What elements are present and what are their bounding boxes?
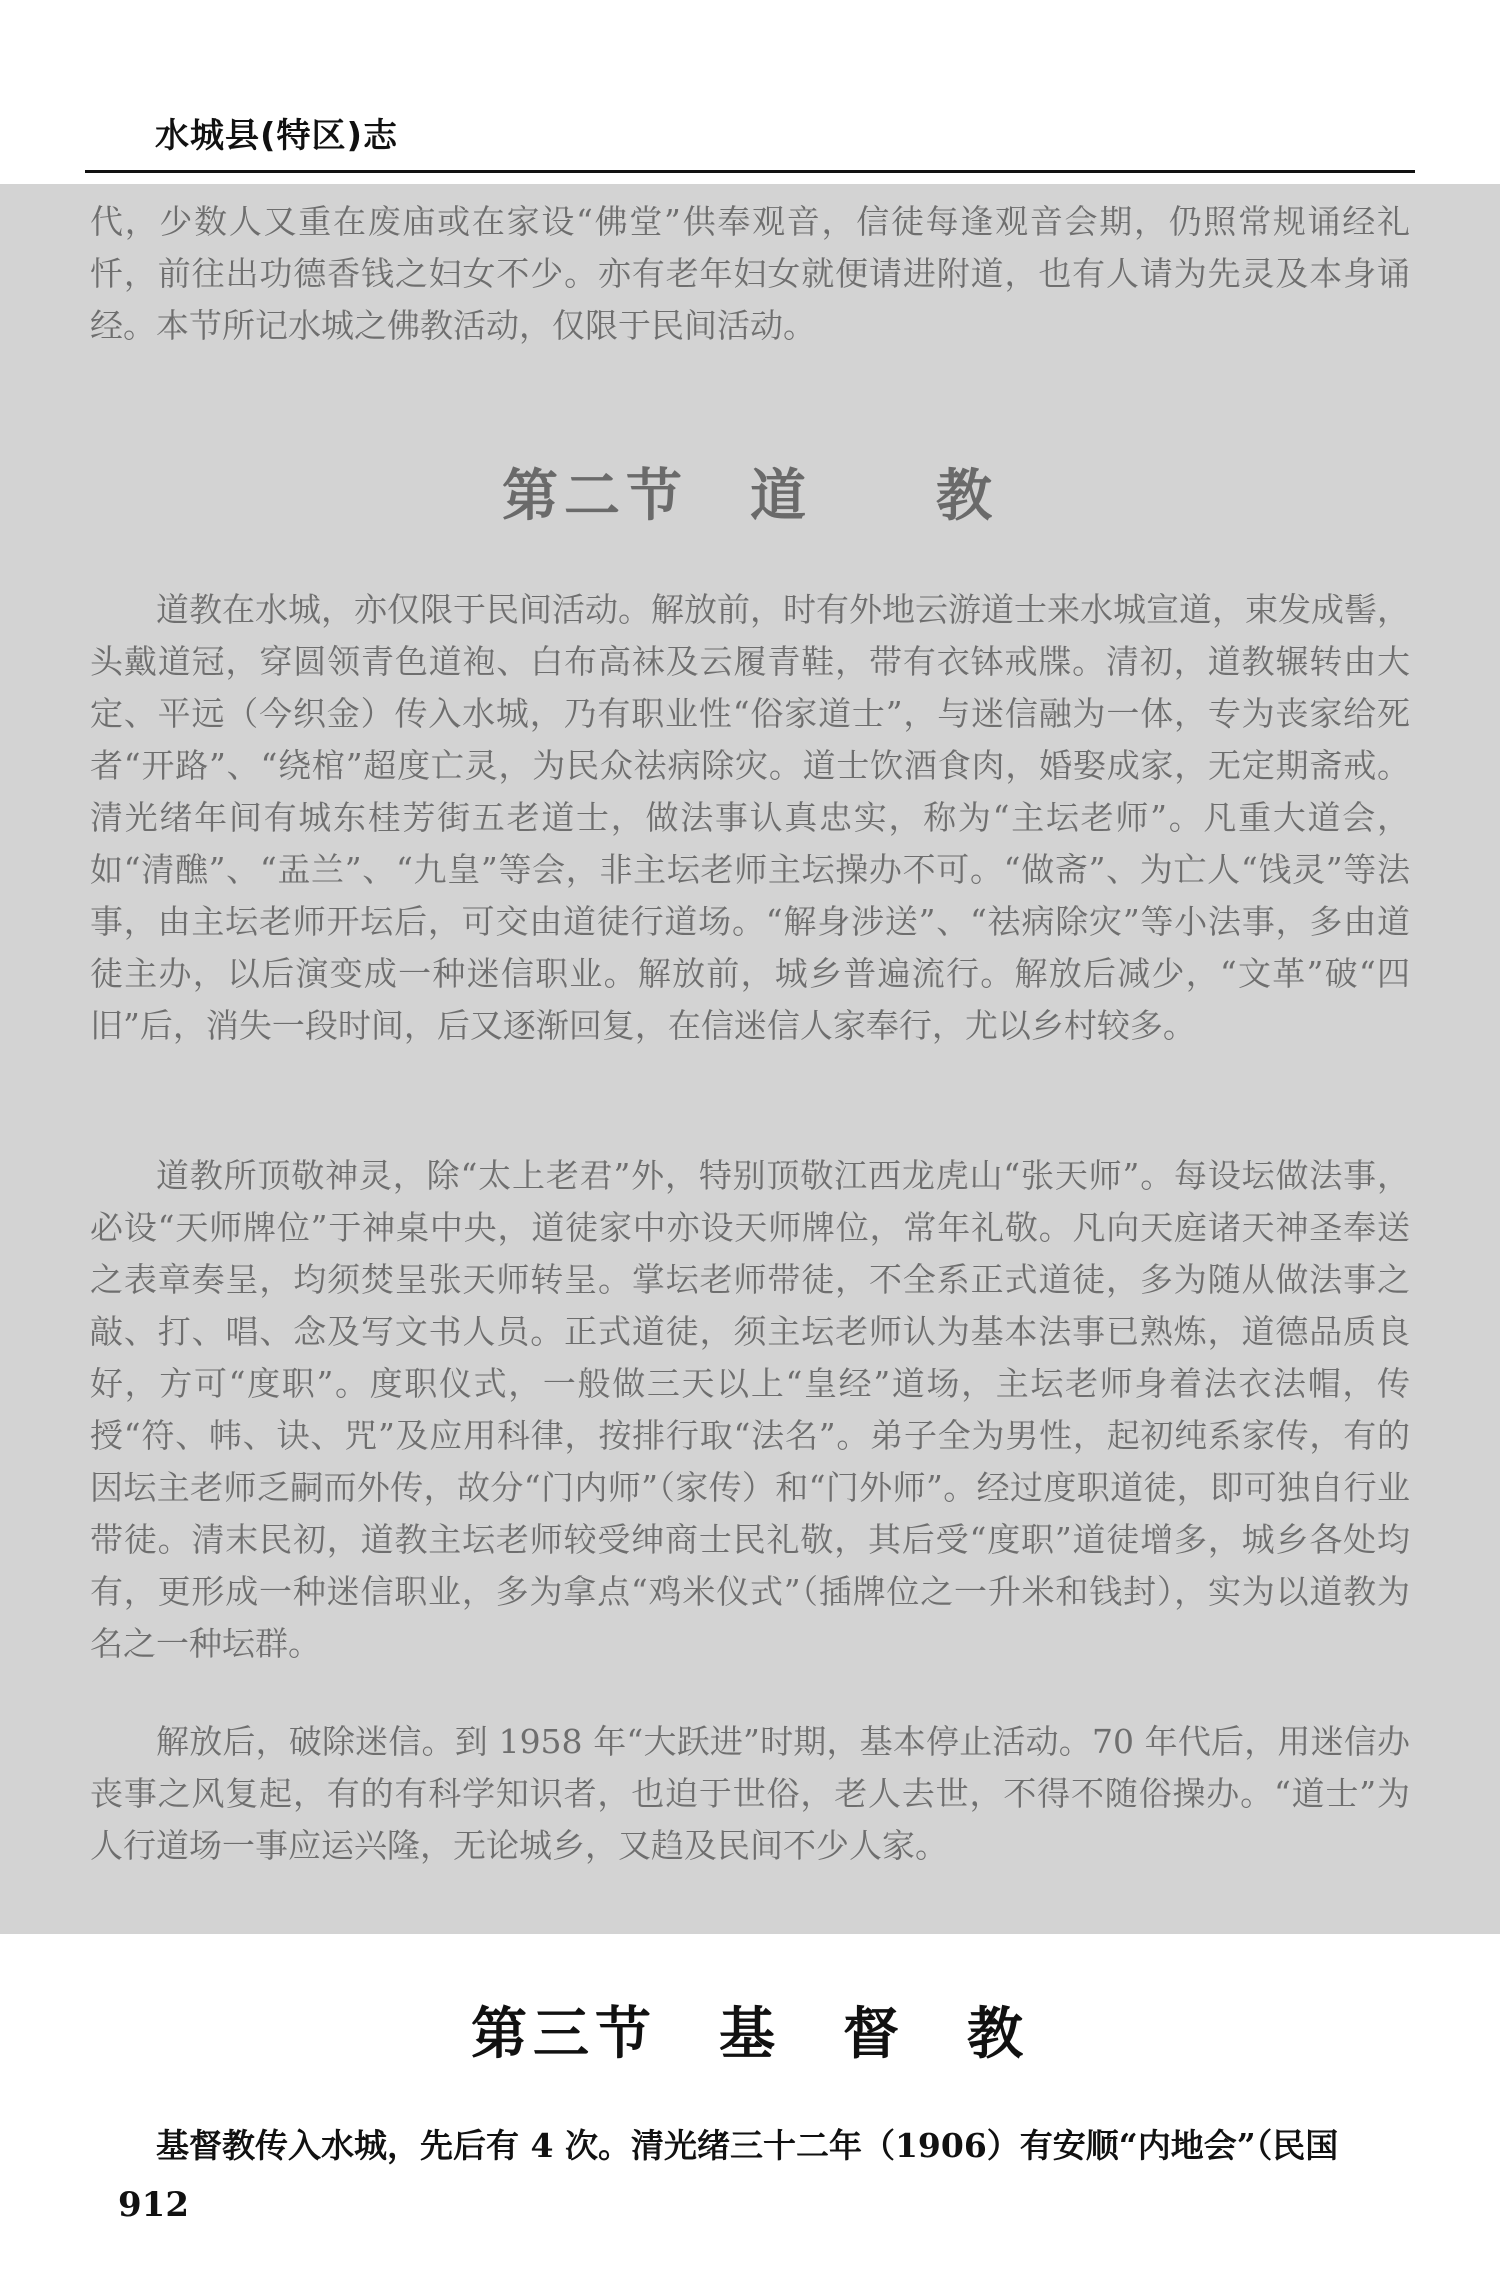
taoism-paragraph-2: 道教所顶敬神灵，除“太上老君”外，特别顶敬江西龙虎山“张天师”。每设坛做法事，必设“天师牌位”于神桌中央，道徒家中亦设天师牌位，常年礼敬。凡向天庭诸天神圣奉送之表章奏呈，均须焚呈张天师转呈。掌坛老师带徒，不全系正式道徒，多为随从做法事之敲、打、唱、念及写文书人员。正式道徒，须主坛老师认为基本法事已熟炼，道德品质良好，方可“度职”。度职仪式，一般做三天以上“皇经”道场，主坛老师身着法衣法帽，传授“符、帏、诀、咒”及应用科律，按排行取“法名”。弟子全为男性，起初纯系家传，有的因坛主老师乏嗣而外传，故分“门内师”（家传）和“门外师”。经过度职道徒，即可独自行业带徒。清末民初，道教主坛老师较受绅商士民礼敬，其后受“度职”道徒增多，城乡各处均有，更形成一种迷信职业，多为拿点“鸡米仪式”（插牌位之一升米和钱封），实为以道教为名之一种坛群。: [90, 1156, 1410, 1663]
section-title-christianity: 第三节 基 督 教: [471, 2001, 1029, 2067]
christianity-paragraph: 基督教传入水城，先后有 4 次。清光绪三十二年（1906）有安顺“内地会”（民国: [156, 2126, 1339, 2165]
taoism-paragraph-1: 道教在水城，亦仅限于民间活动。解放前，时有外地云游道士来水城宣道，束发成髻，头戴道冠，穿圆领青色道袍、白布高袜及云履青鞋，带有衣钵戒牒。清初，道教辗转由大定、平远（今织金）传入水城，乃有职业性“俗家道士”，与迷信融为一体，专为丧家给死者“开路”、“绕棺”超度亡灵，为民众祛病除灾。道士饮酒食肉，婚娶成家，无定期斋戒。清光绪年间有城东桂芳街五老道士，做法事认真忠实，称为“主坛老师”。凡重大道会，如“清醮”、“盂兰”、“九皇”等会，非主坛老师主坛操办不可。“做斋”、为亡人“饯灵”等法事，由主坛老师开坛后，可交由道徒行道场。“解身涉送”、“祛病除灾”等小法事，多由道徒主办，以后演变成一种迷信职业。解放前，城乡普遍流行。解放后减少，“文革”破“四旧”后，消失一段时间，后又逐渐回复，在信迷信人家奉行，尤以乡村较多。: [90, 590, 1410, 1045]
header-rule: [85, 170, 1415, 173]
intro-paragraph: 代，少数人又重在废庙或在家设“佛堂”供奉观音，信徒每逢观音会期，仍照常规诵经礼忏，前往出功德香钱之妇女不少。亦有老年妇女就便请进附道，也有人请为先灵及本身诵经。本节所记水城之佛教活动，仅限于民间活动。: [90, 202, 1410, 345]
highlighted-region: [0, 184, 1500, 1934]
section-title-taoism: 第二节 道 教: [502, 463, 998, 529]
page-number: 912: [118, 2185, 189, 2225]
taoism-paragraph-3: 解放后，破除迷信。到 1958 年“大跃进”时期，基本停止活动。70 年代后，用迷信办丧事之风复起，有的有科学知识者，也迫于世俗，老人去世，不得不随俗操办。“道士”为人行道场一事应运兴隆，无论城乡，又趋及民间不少人家。: [90, 1722, 1410, 1865]
running-header: 水城县(特区)志: [155, 116, 399, 156]
